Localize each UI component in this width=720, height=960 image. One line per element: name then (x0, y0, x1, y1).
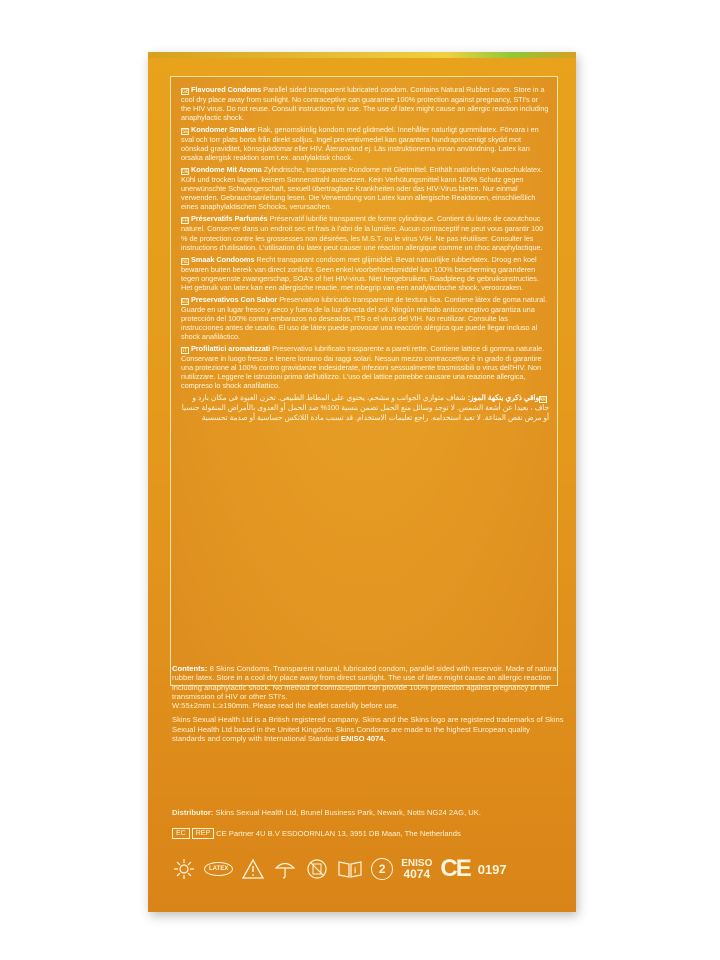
section-text: Zylindrische, transparente Kondome mit Gleitmittel. Enthält natürlichen Kautschuklatex. Kühl und trocken lagern, keinem Sonnenstrahl aussetzen. Kein Verhütungsmittel kann 100% Schutz gegen unerwünschte Schwangerschaft, sexuell übertragbare Krankheiten oder das HIV-Virus bieten. Nur einmal verwenden. Gebrauchsanleitung lesen. Die Verwendung von Latex kann allergische Reaktionen, einschließlich eines anaphylaktischen Schocks, verursachen. (181, 165, 543, 212)
section-text: Préservatif lubrifié transparent de forme cylindrique. Contient du latex de caoutchouc naturel. Conserver dans un endroit sec et frais à l'abri de la lumière. Aucun contraceptif ne peut vous garantir 100 % de protection contre les grossesses non désirées, les M.S.T. ou le virus VIH. Ne pas réutiliser. Consulter les instructions d'utilisation. L'utilisation du latex peut causer une réaction allergique comme un choc anaphylactique. (181, 214, 544, 252)
flag-icon-de: DE (182, 169, 189, 176)
section-text: Parallel sided transparent lubricated condom. Contains Natural Rubber Latex. Store in a cool dry place away from sunlight. No contraceptive can guarantee 100% protection against pregnancy, STI's or the HIV virus. Do not reuse. Consult instructions for use. The use of latex might cause an allergic reaction including anaphylactic shock. (181, 85, 549, 123)
section-text: Recht transparant condoom met glijmiddel. Bevat natuurlijke rubberlatex. Droog en koel bewaren buiten bereik van direct zonlicht. Geen enkel voorbehoedsmiddel kan 100% bescherming garanderen tegen ongewenste zwangerschap, SOA's of het HIV-virus. Niet hergebruiken. Raadpleeg de gebruiksinstructies. Het gebruik van latex kan een allergische reactie, met inbegrip van een anafylactische shock, veroorzaken. (181, 254, 539, 292)
section-title: Kondomer Smaker (191, 125, 256, 135)
section-title: Preservativos Con Sabor (191, 294, 278, 304)
section-title-ar: واقي ذكري بنكهة الموز: (467, 393, 539, 403)
product-box-back (148, 52, 576, 912)
section-title: Profilattici aromatizzati (191, 343, 271, 353)
ec-rep-line (172, 828, 564, 839)
flag-icon-se: SE (182, 129, 189, 136)
eniso-top: ENISO (401, 858, 433, 869)
section-nl (181, 255, 549, 292)
section-it (181, 344, 549, 390)
distributor-line (172, 808, 564, 817)
section-title: Flavoured Condoms (191, 85, 262, 94)
ce-mark-icon: CE (440, 855, 470, 882)
flag-icon-fr: FR (182, 218, 189, 225)
distributor-label: Distributor: (172, 808, 214, 817)
latex-icon: LATEX (204, 862, 233, 876)
company-text: Skins Sexual Health Ltd is a British registered company. Skins and the Skins logo are registered trademarks of Skins Sexual Health Ltd based in the United Kingdom. Skins Condoms are made to the highest European quality standards and comply with International Standard (172, 715, 564, 744)
flag-icon-ar: AR (539, 397, 546, 404)
contents-size: W:55±2mm L:≥190mm. Please read the leaflet carefully before use. (172, 701, 399, 711)
section-title: Préservatifs Parfumés (191, 214, 268, 224)
section-se (181, 125, 549, 162)
section-de (181, 165, 549, 211)
warning-icon (241, 858, 265, 880)
temperature-icon (305, 857, 329, 881)
flag-icon-gb: GB (182, 89, 190, 95)
section-text: Preservativo lubricado transparente de textura lisa. Contiene látex de goma natural. Guarde en un lugar fresco y seco y fuera de la luz directa del sol. Ningún método anticonceptivo garantiza una protección del 100% contra embarazos no deseados, ITS o el virus del VIH. No reutilizar. Consulte las instrucciones antes de usarlo. El uso de látex puede provocar una reacción alérgica que puede llegar incluso al shock anafiláctico. (181, 294, 547, 341)
section-text: Rak, genomskinlig kondom med glidmedel. Innehåller naturligt gummilatex. Förvara i en sval och torr plats borta från direkt solljus. Ingel preventivmedel kan garantera hundraprocentigt skydd mot oönskad graviditet, könssjukdomar eller HIV. Återanvänd ej. Läs instruktionerna innan användning. Latex kan orsaka allergisk reaktion som t.ex. anafylaktisk chock. (181, 125, 539, 163)
box-top-edge (148, 52, 576, 58)
contents-text: 8 Skins Condoms. Transparent natural, lubricated condom, parallel sided with reservoir. Made of natural rubber latex. Store in a cool dry place away from direct sunlight. The use of latex might cause an allergic reaction including anaphylactic shock. No method of contraception can provide 100% protection against pregnancy or the transmission of HIV or other STI's. (172, 664, 559, 701)
distributor-text: Skins Sexual Health Ltd, Brunel Business Park, Newark, Notts NG24 2AG, UK. (215, 808, 481, 817)
language-sections (181, 85, 549, 390)
keep-dry-icon (273, 857, 297, 881)
contents-label: Contents: (172, 664, 208, 673)
section-arabic (181, 393, 549, 422)
sun-avoid-icon (172, 857, 196, 881)
read-instructions-icon (337, 858, 363, 880)
ec-rep-text: CE Partner 4U B.V ESDOORNLAN 13, 3951 DB Maan, The Netherlands (216, 829, 461, 838)
eniso-bottom: 4074 (403, 867, 431, 881)
symbols-row (172, 852, 564, 886)
section-title: Kondome Mit Aroma (191, 165, 262, 175)
standard-text: ENISO 4074. (340, 734, 386, 744)
svg-text:i: i (354, 866, 357, 875)
notified-body-number: 0197 (477, 861, 507, 877)
section-gb (181, 85, 549, 122)
section-fr (181, 214, 549, 251)
eniso-mark (401, 859, 432, 879)
rep-tag: REP (192, 828, 214, 839)
flag-icon-it: IT (182, 347, 188, 354)
section-text: Preservativo lubrificato trasparente a pareti rette. Contiene lattice di gomma naturale. Conservare in luogo fresco e tenere lontano dai raggi solari. Nessun mezzo contraccettivo è in grado di garantire una protezione al 100% contro gravidanze indesiderate, infezioni sessualmente trasmissibili o virus dell'HIV. Non riutilizzare. Leggere le istruzioni prima dell'utilizzo. L'uso del lattice potrebbe causare una reazione allergica, compreso lo shock anafilattico. (181, 343, 545, 391)
multilingual-info-panel (170, 76, 558, 686)
flag-icon-nl: NL (182, 258, 189, 265)
flag-icon-es: ES (182, 298, 189, 305)
contents-block (172, 664, 564, 748)
ec-tag: EC (172, 828, 190, 839)
section-title: Smaak Condooms (191, 254, 255, 264)
section-es (181, 295, 549, 341)
section-text-ar: شفاف متوازي الجوانب و مشحم، يحتوي على المطاط الطبيعي. تخزن العبوة في مكان بارد و جاف ، بعيدا عن أشعة الشمس. لا توجد وسائل منع الحمل تضمن بنسبة 100% ضد الحمل أو العدوى بالأمراض المنقولة جنسيا أو مرض نقص المناعة. لا تعيد استخدامه. راجع تعليمات الاستخدام. قد تسبب مادة اللاتكس حساسية أو صدمة تحسسية (181, 393, 549, 422)
do-not-reuse-icon: 2 (371, 858, 393, 880)
